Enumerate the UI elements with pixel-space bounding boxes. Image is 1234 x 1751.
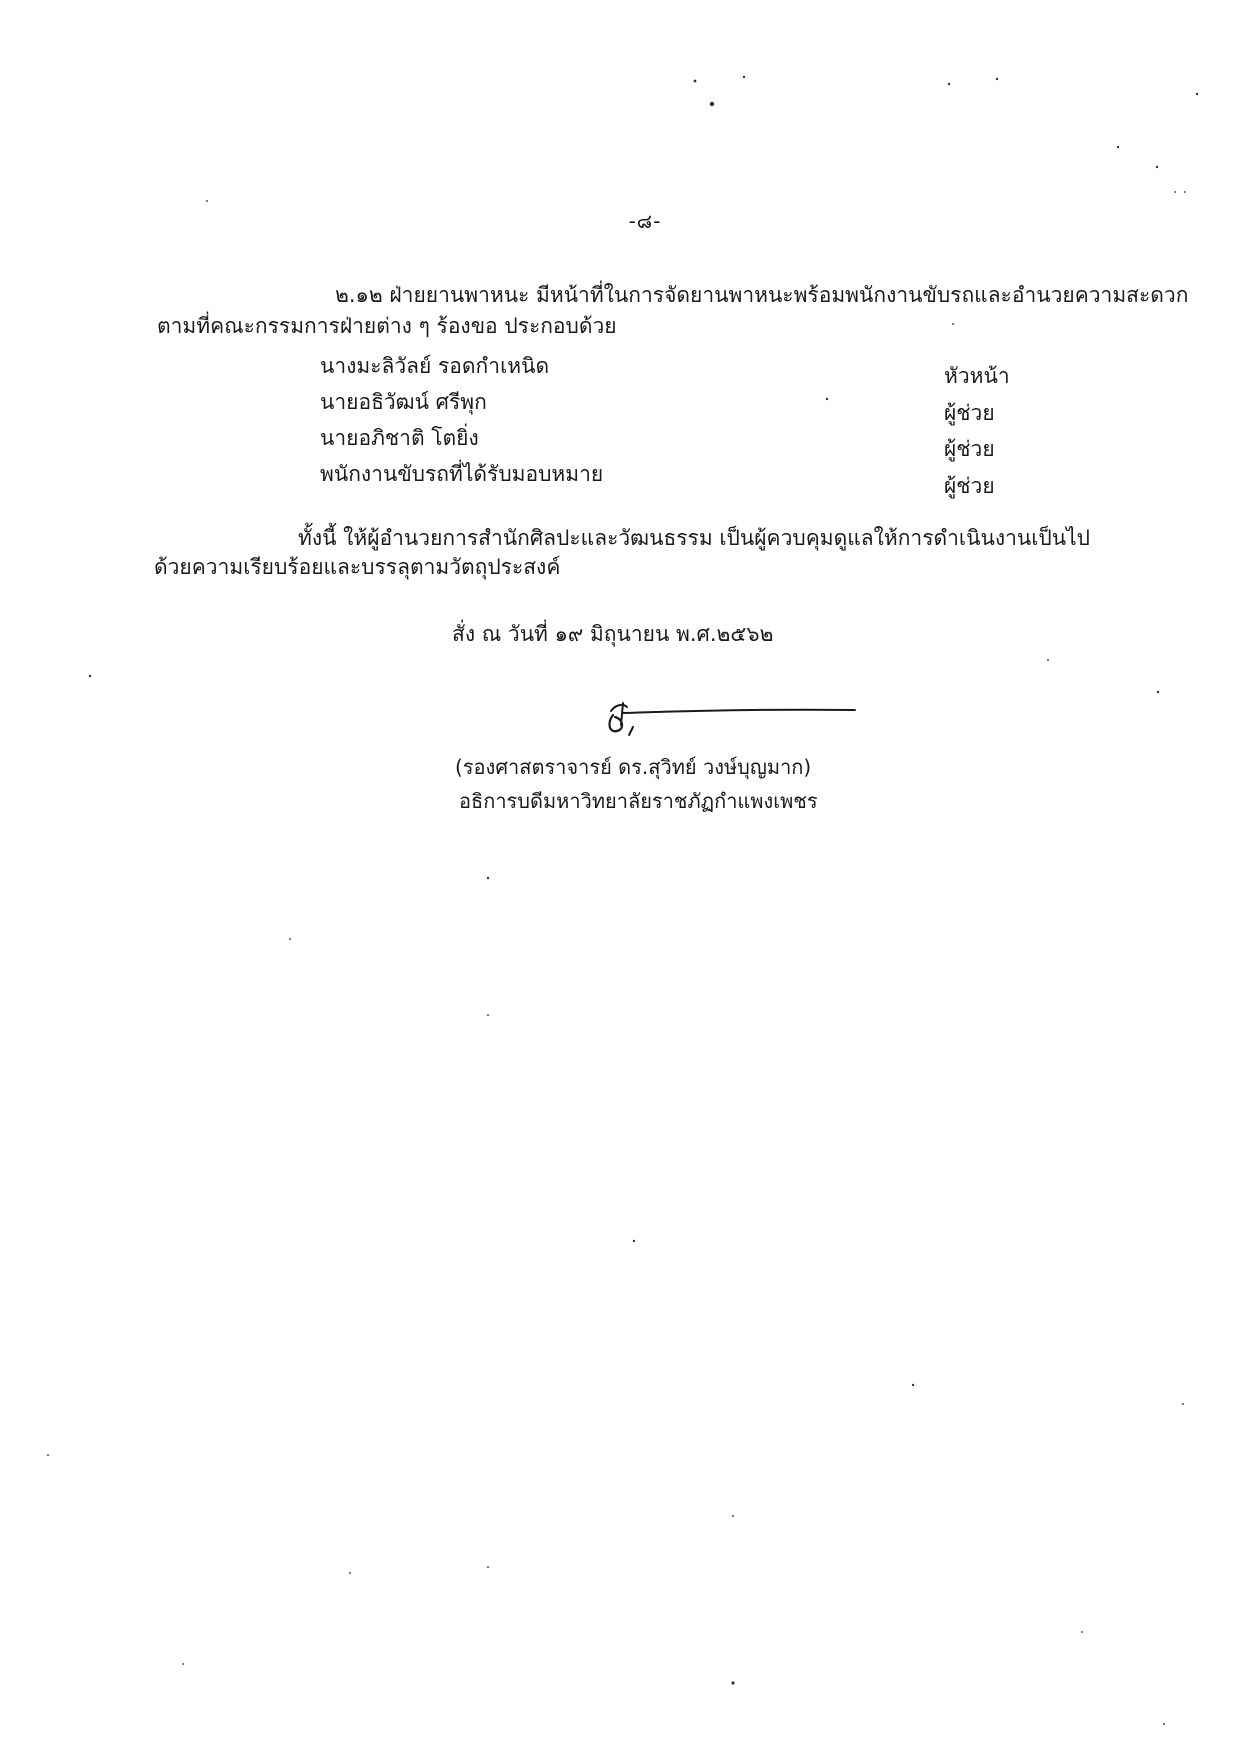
closing-paragraph-continuation: ด้วยความเรียบร้อยและบรรลุตามวัตถุประสงค์ xyxy=(154,555,561,579)
member-name: นายอภิชาติ โตยิ่ง xyxy=(320,426,479,450)
order-date: สั่ง ณ วันที่ ๑๙ มิถุนายน พ.ศ.๒๕๖๒ xyxy=(452,622,774,646)
signer-title: อธิการบดีมหาวิทยาลัยราชภัฏกำแพงเพชร xyxy=(459,789,818,813)
member-role: ผู้ช่วย xyxy=(944,474,995,498)
signer-name: (รองศาสตราจารย์ ดร.สุวิทย์ วงษ์บุญมาก) xyxy=(455,755,812,779)
member-name: นายอธิวัฒน์ ศรีพุก xyxy=(320,390,487,414)
closing-paragraph-line: ทั้งนี้ ให้ผู้อำนวยการสำนักศิลปะและวัฒนธรรม เป็นผู้ควบคุมดูแลให้การดำเนินงานเป็นไป xyxy=(298,526,1090,550)
handwritten-signature xyxy=(593,695,858,753)
page-number: -๘- xyxy=(628,209,662,233)
section-heading-continuation: ตามที่คณะกรรมการฝ่ายต่าง ๆ ร้องขอ ประกอบด้วย xyxy=(157,314,617,338)
section-heading-line: ๒.๑๒ ฝ่ายยานพาหนะ มีหน้าที่ในการจัดยานพาหนะพร้อมพนักงานขับรถและอำนวยความสะดวก xyxy=(335,283,1189,307)
member-role: ผู้ช่วย xyxy=(944,401,995,425)
member-role: หัวหน้า xyxy=(944,364,1010,388)
member-name: นางมะลิวัลย์ รอดกำเหนิด xyxy=(320,354,550,378)
member-name: พนักงานขับรถที่ได้รับมอบหมาย xyxy=(320,462,604,486)
member-role: ผู้ช่วย xyxy=(944,437,995,461)
